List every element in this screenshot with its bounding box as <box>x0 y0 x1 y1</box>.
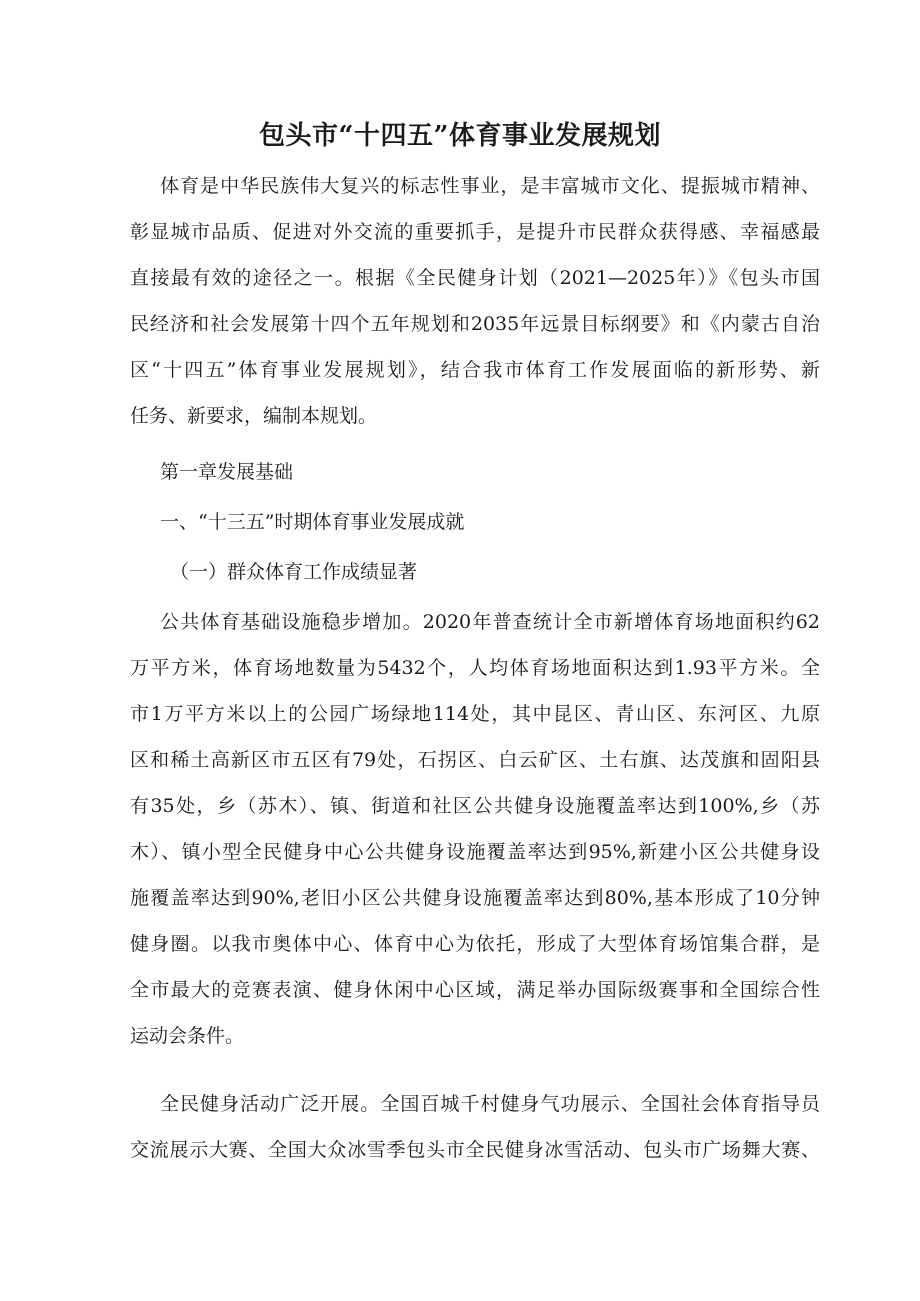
intro-line: 任务、新要求，编制本规划。 <box>130 405 378 427</box>
paragraph-line: 市1万平方米以上的公园广场绿地114处，其中昆区、青山区、东河区、九原 <box>130 703 820 725</box>
intro-line: 区“十四五”体育事业发展规划》，结合我市体育工作发展面临的新形势、新 <box>130 359 820 381</box>
paragraph-line: 区和稀土高新区市五区有79处，石拐区、白云矿区、土右旗、达茂旗和固阳县 <box>130 749 820 771</box>
paragraph-line: 施覆盖率达到90%,老旧小区公共健身设施覆盖率达到80%,基本形成了10分钟 <box>130 887 820 909</box>
paragraph-line: 全市最大的竞赛表演、健身休闲中心区域，满足举办国际级赛事和全国综合性 <box>130 979 820 1001</box>
intro-line: 体育是中华民族伟大复兴的标志性事业，是丰富城市文化、提振城市精神、 <box>160 175 820 197</box>
paragraph-line: 万平方米，体育场地数量为5432个，人均体育场地面积达到1.93平方米。全 <box>130 657 820 679</box>
intro-line: 彰显城市品质、促进对外交流的重要抓手，是提升市民群众获得感、幸福感最 <box>130 221 820 243</box>
paragraph-line: 公共体育基础设施稳步增加。2020年普查统计全市新增体育场地面积约62 <box>160 611 820 633</box>
paragraph-line: 全民健身活动广泛开展。全国百城千村健身气功展示、全国社会体育指导员 <box>160 1093 820 1115</box>
paragraph-line: 健身圈。以我市奥体中心、体育中心为依托，形成了大型体育场馆集合群，是 <box>130 933 820 955</box>
section-heading: 一、“十三五”时期体育事业发展成就 <box>160 511 465 533</box>
document-title: 包头市“十四五”体育事业发展规划 <box>259 121 661 151</box>
paragraph-line: 交流展示大赛、全国大众冰雪季包头市全民健身冰雪活动、包头市广场舞大赛、 <box>130 1139 820 1161</box>
subsection-heading: （一）群众体育工作成绩显著 <box>170 561 418 583</box>
paragraph-line: 有35处，乡（苏木）、镇、街道和社区公共健身设施覆盖率达到100%,乡（苏 <box>130 795 820 817</box>
paragraph-line: 运动会条件。 <box>130 1025 245 1047</box>
paragraph-line: 木）、镇小型全民健身中心公共健身设施覆盖率达到95%,新建小区公共健身设 <box>130 841 820 863</box>
intro-line: 民经济和社会发展第十四个五年规划和2035年远景目标纲要》和《内蒙古自治 <box>130 313 820 335</box>
intro-line: 直接最有效的途径之一。根据《全民健身计划（2021—2025年）》《包头市国 <box>130 267 820 289</box>
chapter-heading: 第一章发展基础 <box>160 461 294 483</box>
